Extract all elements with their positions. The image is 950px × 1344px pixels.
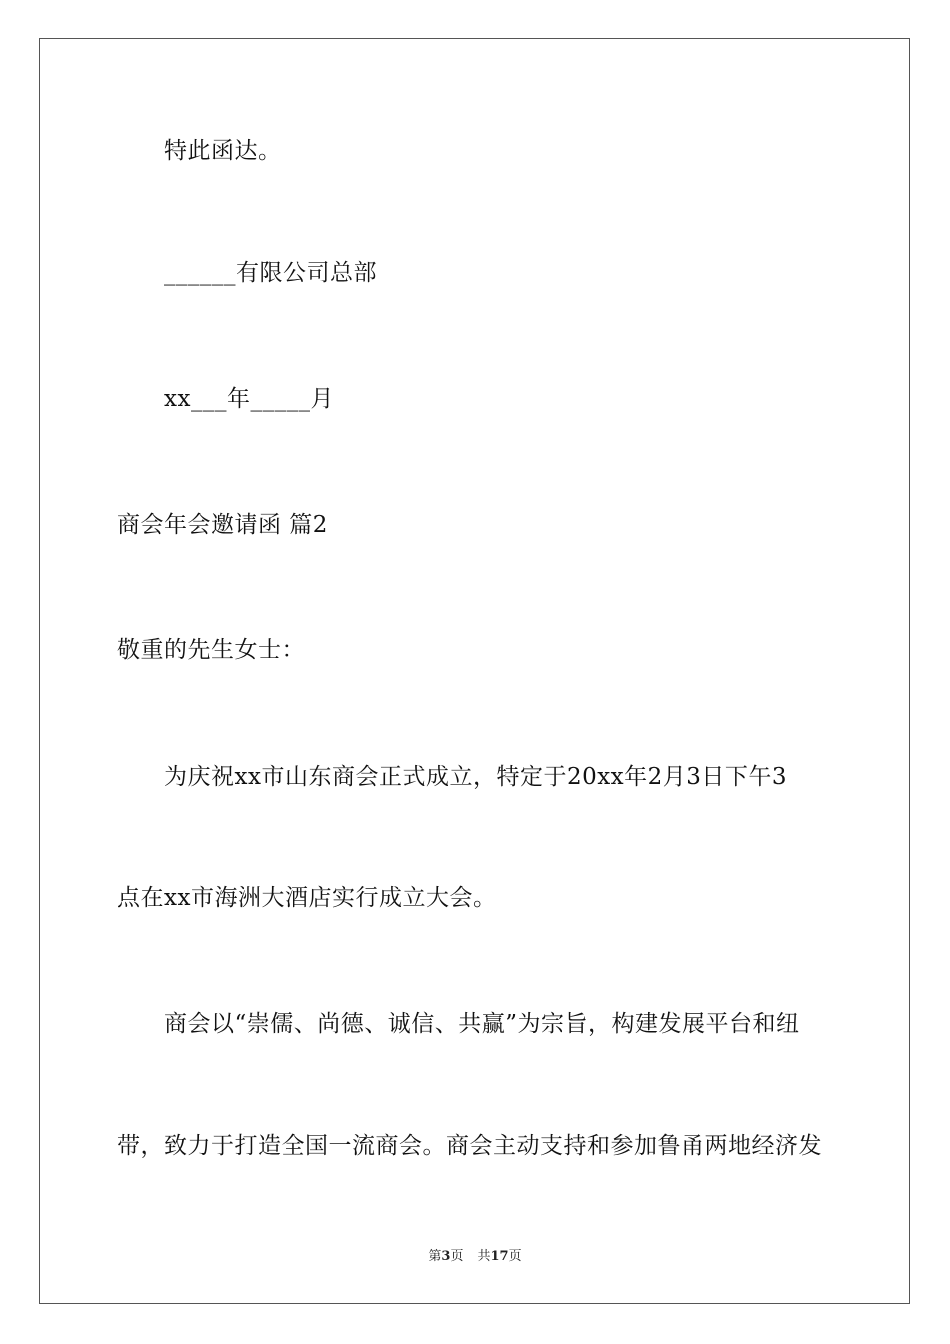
paragraph-line: 带，致力于打造全国一流商会。商会主动支持和参加鲁甬两地经济发 — [117, 1133, 822, 1159]
paragraph-line: 商会以“崇儒、尚德、诚信、共赢”为宗旨，构建发展平台和纽 — [164, 1011, 800, 1037]
footer-page-prefix: 第 — [428, 1249, 442, 1264]
signature-date: xx___年_____月 — [164, 386, 334, 412]
footer-total-prefix: 共 — [477, 1249, 491, 1264]
signature-company: ______有限公司总部 — [164, 260, 377, 286]
footer-total-number: 17 — [490, 1249, 509, 1264]
closing-line: 特此函达。 — [164, 138, 282, 164]
salutation: 敬重的先生女士： — [117, 637, 305, 663]
footer-page-number: 3 — [441, 1249, 451, 1264]
footer-page-suffix: 页 — [450, 1249, 464, 1264]
paragraph-line: 为庆祝xx市山东商会正式成立，特定于20xx年2月3日下午3 — [164, 764, 788, 790]
section-heading: 商会年会邀请函 篇2 — [117, 512, 328, 538]
paragraph-line: 点在xx市海洲大酒店实行成立大会。 — [117, 885, 497, 911]
footer-total-suffix: 页 — [508, 1249, 522, 1264]
page-border — [39, 38, 910, 1304]
page-footer — [0, 1248, 950, 1266]
